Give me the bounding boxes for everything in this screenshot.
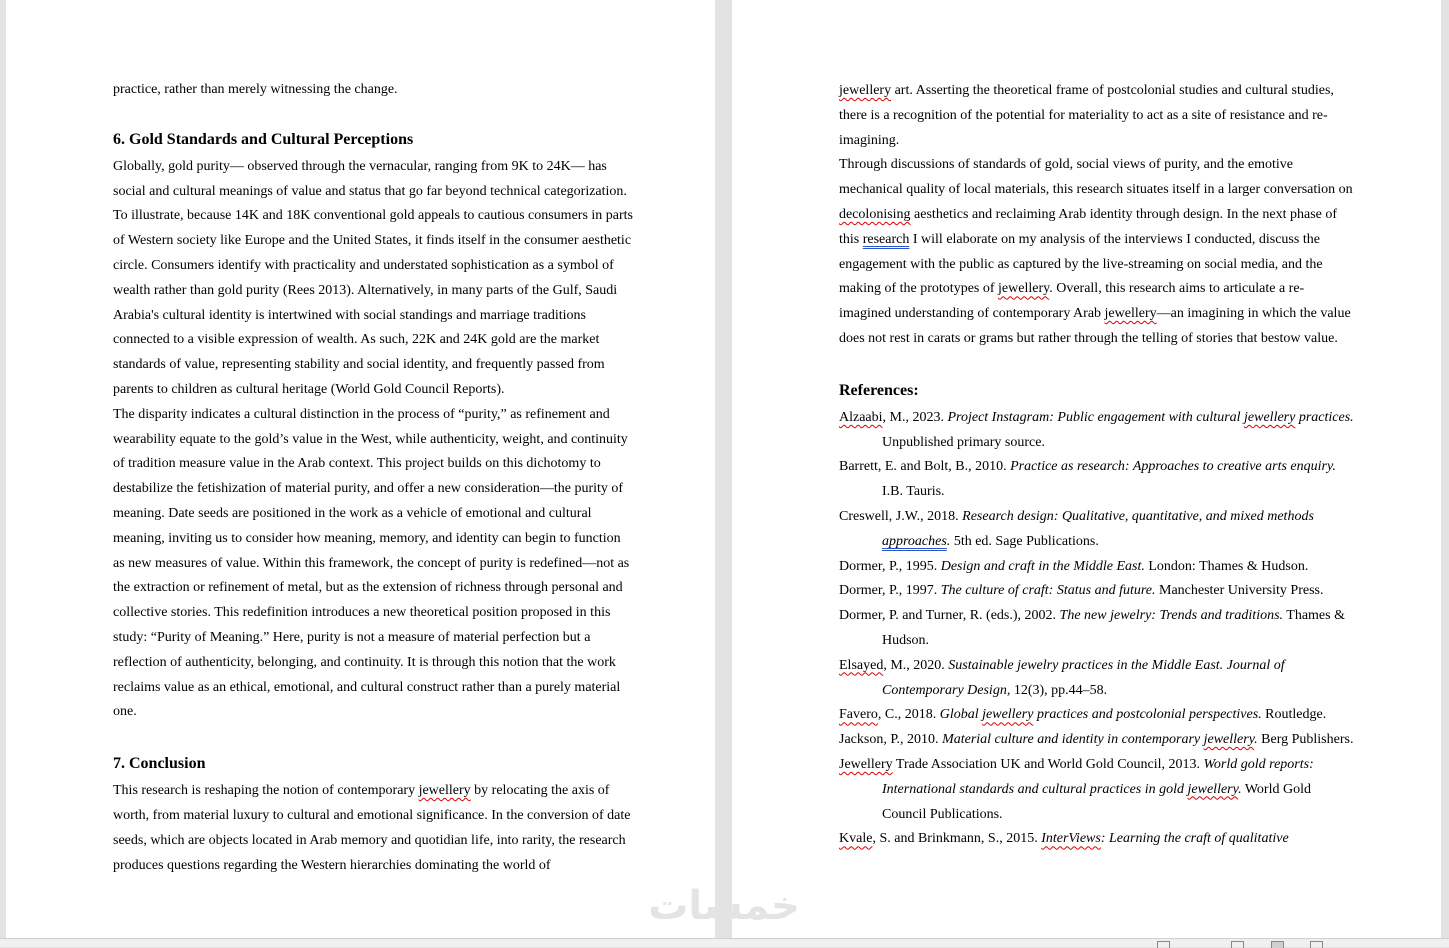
spelling-flag[interactable]: Kvale: [839, 831, 873, 847]
text-run: .: [946, 533, 951, 549]
watermark-logo: خمسات: [648, 883, 800, 929]
reference-entry: [839, 753, 1355, 827]
reference-title: [941, 559, 1145, 574]
conclusion-paragraph-2: [839, 153, 1355, 351]
section-6-paragraph-2: The disparity indicates a cultural distinction in the process of “purity,” as refinement and wearability equate to the gold’s value in the West, while authenticity, weight, and continuity of tradition measure value in the Arab context. This project builds on this dichotomy to destabilize the fetishization of material purity, and offer a new consideration—the purity of meaning. Date seeds are positioned in the work as a vehicle of emotional and cultural meaning, inviting us to consider how meaning, memory, and identity can begin to function as new measures of value. Within this framework, the concept of purity is redefined—not as the extraction or refinement of metal, but as the extension of richness through personal and collective stories. This redefinition introduces a new theoretical position proposed in this study: “Purity of Meaning.” Here, purity is not a measure of material perfection but a reflection of authenticity, belonging, and continuity. It is through this notion that the work reclaims value as an ethical, emotional, and cultural construct rather than a purely material one.: [113, 406, 630, 720]
references-heading: References:: [839, 381, 919, 399]
text-run: 5th ed. Sage Publications.: [950, 533, 1099, 549]
text-run: Project Instagram: Public engagement with cultural: [947, 409, 1245, 425]
spelling-flag[interactable]: jewellery: [1244, 409, 1296, 425]
section-6-paragraph-1: Globally, gold purity— observed through the vernacular, ranging from 9K to 24K— has social and cultural meanings of value and status that go far beyond technical categorization. To illustrate, because 14K and 18K conventional gold appeals to cautious consumers in parts of Western society like Europe and the United States, it finds itself in the consumer aesthetic circle. Consumers identify with practicality and understated sophistication as a symbol of wealth rather than gold purity (Rees 2013). Alternatively, in many parts of the Gulf, Saudi Arabia's cultural identity is intertwined with social standings and marriage traditions connected to a visible expression of wealth. As such, 22K and 24K gold are the market standards of value, representing stability and social identity, and frequently passed from parents to children as cultural heritage (World Gold Council Reports).: [113, 158, 634, 397]
spelling-flag[interactable]: Jewellery: [839, 756, 893, 772]
reference-entry: [839, 555, 1355, 580]
reference-entry: [839, 703, 1355, 728]
document-page-left[interactable]: [6, 0, 715, 938]
text-run: London: Thames & Hudson.: [1144, 558, 1309, 574]
text-run: Through discussions of standards of gold, social views of purity, and the emotive mechanical quality of local materials, this research situates itself in a larger conversation on: [839, 157, 1353, 198]
text-run: The culture of craft: Status and future.: [940, 583, 1156, 599]
grammar-flag[interactable]: approaches: [882, 533, 947, 549]
spelling-flag[interactable]: jewellery: [839, 83, 892, 98]
text-run: Trade Association UK and World Gold Council, 2013.: [892, 756, 1204, 772]
text-run: Thames & Hudson.: [882, 608, 1345, 648]
text-run: Material culture and identity in contemporary: [942, 732, 1204, 748]
text-run: Creswell, J.W., 2018.: [839, 508, 963, 524]
text-run: —an imagining in which the value does not rest in carats or grams but rather through the telling of stories that bestow value.: [839, 306, 1351, 346]
text-run: Dormer, P., 1995.: [839, 558, 941, 574]
spelling-flag[interactable]: Alzaabi: [839, 409, 883, 425]
reference-entry: [839, 406, 1355, 456]
intro-line: practice, rather than merely witnessing the change.: [113, 82, 398, 97]
reference-title: [942, 732, 1258, 747]
section-6-heading: 6. Gold Standards and Cultural Perceptions: [113, 130, 414, 148]
spelling-flag[interactable]: Favero: [839, 707, 878, 723]
text-run: Practice as research: Approaches to creative arts enquiry.: [1010, 459, 1336, 475]
spelling-flag[interactable]: jewellery: [1104, 306, 1157, 322]
reference-title: [1041, 831, 1288, 846]
text-run: Dormer, P., 1997.: [839, 583, 941, 599]
text-run: . Overall, this research aims to articulate a re-imagined understanding of contemporary Arab: [839, 281, 1305, 322]
text-run: Jackson, P., 2010.: [839, 732, 943, 748]
reference-entry: [839, 579, 1355, 604]
text-run: World Gold Council Publications.: [882, 781, 1311, 822]
spelling-flag[interactable]: jewellery: [998, 281, 1050, 297]
text-run: Barrett, E. and Bolt, B., 2010.: [839, 459, 1011, 475]
text-run: Research design: Qualitative, quantitative, and mixed methods: [962, 508, 1314, 524]
conclusion-continued: [839, 79, 1355, 153]
text-run: Manchester University Press.: [1155, 583, 1324, 599]
text-run: .: [1254, 732, 1258, 748]
text-run: , S. and Brinkmann, S., 2015.: [872, 831, 1042, 847]
text-run: by relocating the axis of worth, from material luxury to cultural and emotional significance. In the conversion of date seeds, which are objects located in Arab memory and quotidian life, into rarity, the research produces questions regarding the Western hierarchies dominating the world of: [113, 783, 631, 873]
references-list: [839, 406, 1355, 852]
document-page-right[interactable]: [732, 0, 1441, 938]
spelling-flag[interactable]: InterViews: [1041, 831, 1101, 847]
text-run: Sustainable jewelry practices in the Middle East. Journal of Contemporary Design,: [882, 657, 1285, 698]
spelling-flag[interactable]: Elsayed: [839, 657, 884, 673]
text-run: The new jewelry: Trends and traditions.: [1059, 608, 1284, 624]
text-run: Global: [939, 707, 983, 723]
spelling-flag[interactable]: jewellery: [1187, 781, 1239, 797]
text-run: Berg Publishers.: [1257, 732, 1354, 748]
reference-title: [1060, 608, 1283, 623]
text-run: 12(3), pp.44–58.: [1010, 682, 1108, 698]
text-run: Design and craft in the Middle East.: [940, 558, 1145, 574]
reference-entry: [839, 827, 1355, 852]
text-run: World gold reports: International standards and cultural practices in gold: [882, 756, 1314, 797]
text-run: , C., 2018.: [877, 707, 940, 723]
reference-title: [940, 707, 1262, 722]
text-run: .: [1238, 781, 1242, 797]
section-7-paragraph-1: [113, 779, 633, 878]
web-layout-icon[interactable]: [1310, 941, 1323, 948]
text-run: : Learning the craft of qualitative: [1100, 831, 1289, 847]
reference-title: [947, 410, 1353, 425]
text-run: I will elaborate on my analysis of the interviews I conducted, discuss the engagement with the public as captured by the live-streaming on social media, and the making of the prototypes of: [839, 231, 1323, 297]
text-run: Routledge.: [1261, 707, 1327, 723]
text-run: aesthetics and reclaiming Arab identity through design. In the next phase of this: [839, 206, 1338, 247]
reference-entry: [839, 455, 1355, 505]
text-run: I.B. Tauris.: [882, 484, 945, 500]
spelling-flag[interactable]: jewellery: [982, 707, 1034, 723]
text-run: practices and postcolonial perspectives.: [1033, 707, 1262, 723]
spelling-flag[interactable]: jewellery: [418, 783, 471, 799]
reference-title: [941, 583, 1156, 598]
reference-entry: [839, 728, 1355, 753]
text-run: This research is reshaping the notion of contemporary: [113, 783, 419, 799]
print-layout-icon[interactable]: [1271, 941, 1284, 948]
reference-entry: [839, 654, 1355, 704]
grammar-flag[interactable]: research: [862, 231, 910, 247]
text-run: art. Asserting the theoretical frame of postcolonial studies and cultural studies, there is a recognition of the potential for materiality to act as a site of resistance and re-imagining.: [839, 83, 1334, 148]
text-run: practices.: [1295, 409, 1354, 425]
section-7-heading: 7. Conclusion: [113, 755, 206, 773]
reference-title: [1010, 459, 1336, 474]
text-run: , M., 2023.: [882, 409, 948, 425]
text-run: , M., 2020.: [883, 657, 949, 673]
read-mode-icon[interactable]: [1231, 941, 1244, 948]
reference-entry: [839, 604, 1355, 654]
spelling-flag[interactable]: decolonising: [839, 206, 911, 222]
text-run: Unpublished primary source.: [882, 434, 1045, 450]
reference-entry: [839, 505, 1355, 555]
spelling-flag[interactable]: jewellery: [1203, 732, 1255, 748]
text-run: Dormer, P. and Turner, R. (eds.), 2002.: [839, 608, 1060, 624]
focus-mode-icon[interactable]: [1157, 941, 1170, 948]
